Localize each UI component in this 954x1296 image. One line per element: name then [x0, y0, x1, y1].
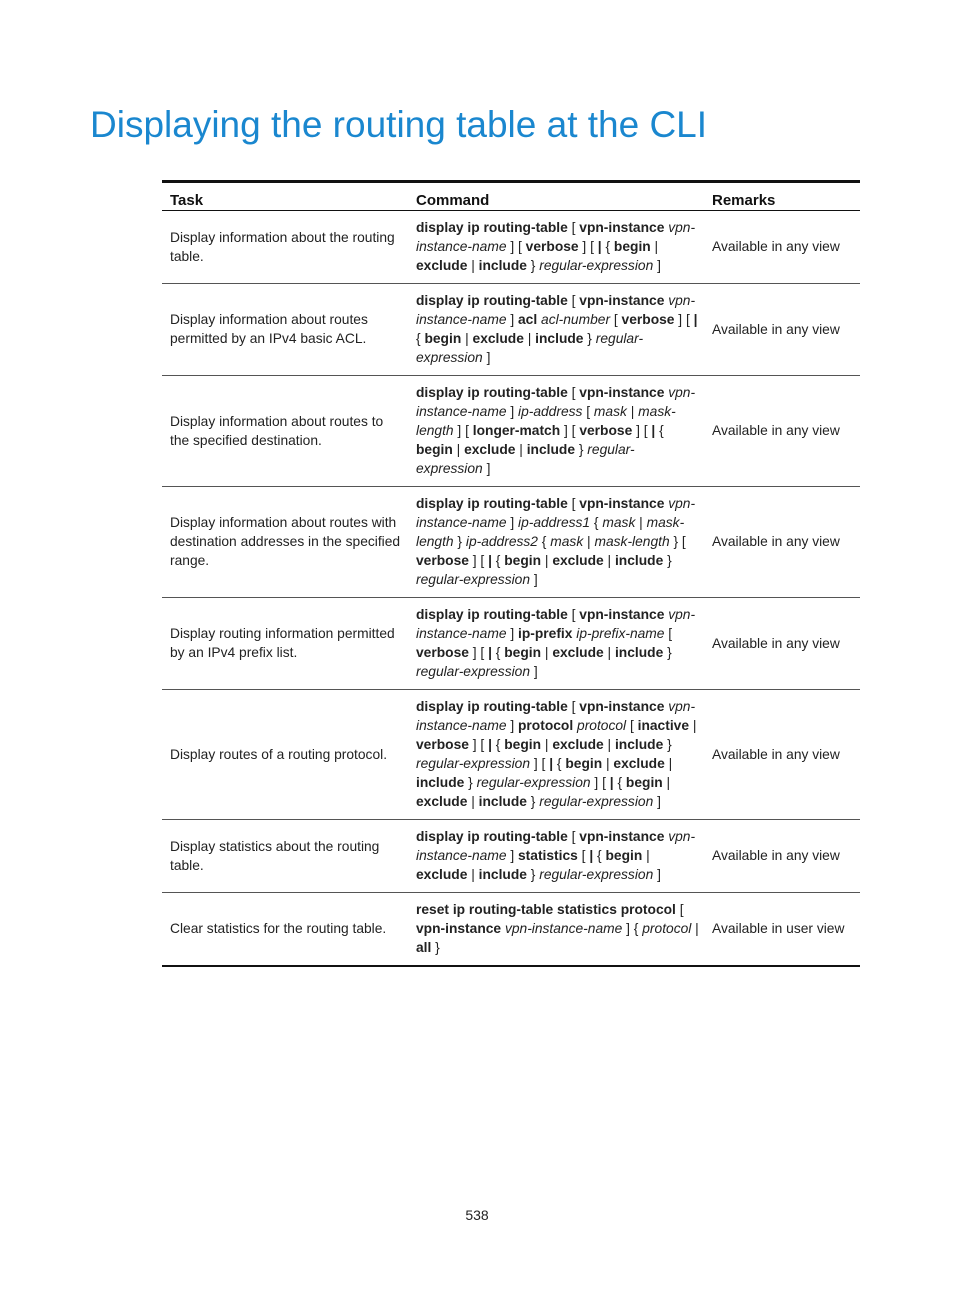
command-syntax: |	[602, 756, 614, 771]
command-keyword: exclude	[416, 258, 468, 273]
command-syntax: }	[663, 737, 672, 752]
command-argument: mask-length	[416, 404, 676, 438]
task-cell: Display routes of a routing protocol.	[162, 690, 408, 820]
command-syntax: |	[452, 442, 465, 457]
command-syntax: |	[603, 553, 615, 568]
command-syntax: }	[663, 645, 672, 660]
command-cell	[408, 211, 704, 284]
command-keyword: verbose	[579, 423, 633, 438]
command-keyword: display ip routing-table	[416, 496, 568, 511]
command-keyword: reset ip routing-table statistics protocol	[416, 902, 676, 917]
remarks-cell: Available in any view	[704, 487, 860, 598]
command-syntax: ]	[506, 626, 518, 641]
command-keyword: begin	[504, 553, 542, 568]
command-keyword: protocol	[518, 718, 574, 733]
command-keyword: verbose	[416, 737, 469, 752]
command-argument: vpn-instance-name	[416, 220, 696, 254]
command-syntax: ] {	[622, 921, 643, 936]
command-keyword: include	[478, 794, 527, 809]
command-keyword: |	[488, 553, 492, 568]
command-argument: ip-address	[518, 404, 583, 419]
command-keyword: begin	[504, 737, 542, 752]
command-syntax: ] [	[468, 553, 489, 568]
command-keyword: include	[416, 775, 465, 790]
command-argument: regular-expression	[539, 867, 654, 882]
command-cell	[408, 690, 704, 820]
command-keyword: vpn-instance	[579, 293, 665, 308]
command-syntax: |	[626, 404, 639, 419]
command-syntax: |	[603, 737, 615, 752]
command-keyword: |	[609, 775, 614, 790]
task-cell: Display information about the routing table.	[162, 211, 408, 284]
command-keyword: include	[478, 258, 527, 273]
command-keyword: begin	[565, 756, 603, 771]
command-keyword: ip-prefix	[518, 626, 573, 641]
command-syntax: ]	[530, 664, 538, 679]
command-argument: vpn-instance-name	[416, 385, 696, 419]
command-syntax: {	[491, 553, 505, 568]
remarks-cell: Available in any view	[704, 211, 860, 284]
command-cell	[408, 376, 704, 487]
command-argument: mask-length	[416, 515, 685, 549]
table-row	[162, 598, 860, 690]
command-syntax: {	[416, 331, 425, 346]
page-number: 538	[465, 1207, 489, 1223]
command-syntax: |	[662, 775, 671, 790]
command-syntax: [	[567, 829, 580, 844]
command-syntax: }	[526, 258, 540, 273]
remarks-cell: Available in any view	[704, 820, 860, 893]
command-syntax: |	[467, 258, 479, 273]
remarks-cell: Available in any view	[704, 284, 860, 376]
command-keyword: inactive	[637, 718, 690, 733]
command-syntax: {	[590, 515, 603, 530]
command-syntax: ] [	[468, 645, 489, 660]
command-argument: vpn-instance-name	[416, 293, 696, 327]
header-command: Command	[408, 182, 704, 211]
command-syntax: [	[582, 404, 594, 419]
command-syntax: [	[577, 848, 590, 863]
command-syntax: {	[601, 239, 614, 254]
command-keyword: |	[488, 645, 492, 660]
command-keyword: vpn-instance	[416, 921, 502, 936]
command-syntax: |	[467, 867, 479, 882]
command-keyword: vpn-instance	[579, 496, 665, 511]
command-keyword: display ip routing-table	[416, 220, 568, 235]
command-syntax: ]	[506, 848, 518, 863]
command-argument: mask	[593, 404, 627, 419]
command-keyword: exclude	[552, 737, 604, 752]
task-cell: Display information about routes with destination addresses in the specified range.	[162, 487, 408, 598]
command-cell	[408, 487, 704, 598]
command-argument: vpn-instance-name	[416, 829, 696, 863]
command-syntax: ] [	[560, 423, 580, 438]
task-cell: Display routing information permitted by an IPv4 prefix list.	[162, 598, 408, 690]
command-cell	[408, 893, 704, 967]
command-keyword: exclude	[552, 645, 604, 660]
command-syntax: }	[431, 940, 440, 955]
table-row	[162, 487, 860, 598]
table-row	[162, 376, 860, 487]
command-keyword: exclude	[613, 756, 665, 771]
table-row	[162, 690, 860, 820]
command-syntax: }	[526, 867, 540, 882]
command-syntax: [	[664, 626, 673, 641]
command-syntax: ]	[482, 461, 491, 476]
command-argument: protocol	[577, 718, 627, 733]
task-cell: Display statistics about the routing table.	[162, 820, 408, 893]
command-syntax: |	[583, 534, 595, 549]
command-keyword: vpn-instance	[579, 699, 665, 714]
remarks-cell: Available in any view	[704, 690, 860, 820]
command-syntax: ] [	[453, 423, 473, 438]
command-keyword: begin	[416, 442, 453, 457]
command-argument: regular-expression	[416, 664, 531, 679]
command-cell	[408, 820, 704, 893]
command-keyword: begin	[504, 645, 542, 660]
command-keyword: |	[693, 312, 698, 327]
header-task: Task	[162, 182, 408, 211]
command-keyword: vpn-instance	[579, 385, 665, 400]
command-table-container	[162, 180, 860, 967]
command-syntax: ]	[653, 258, 661, 273]
command-keyword: begin	[613, 239, 651, 254]
command-syntax: ] [	[590, 775, 610, 790]
task-cell: Display information about routes to the specified destination.	[162, 376, 408, 487]
command-keyword: vpn-instance	[579, 829, 665, 844]
command-cell	[408, 284, 704, 376]
command-syntax: |	[541, 737, 553, 752]
command-syntax: {	[491, 737, 505, 752]
command-syntax: ]	[506, 515, 518, 530]
command-syntax: [	[567, 293, 580, 308]
command-syntax: } [	[669, 534, 686, 549]
command-argument: ip-address2	[465, 534, 538, 549]
command-syntax: ]	[530, 572, 538, 587]
remarks-cell: Available in any view	[704, 376, 860, 487]
command-syntax: ]	[653, 867, 661, 882]
command-keyword: exclude	[416, 867, 468, 882]
command-argument: regular-expression	[416, 442, 635, 476]
command-syntax: {	[593, 848, 606, 863]
table-row	[162, 211, 860, 284]
command-syntax: |	[691, 921, 699, 936]
command-syntax: [	[567, 220, 580, 235]
command-argument: mask	[550, 534, 584, 549]
command-argument: vpn-instance-name	[504, 921, 623, 936]
command-keyword: |	[589, 848, 594, 863]
command-keyword: |	[597, 239, 602, 254]
command-syntax: ]	[482, 350, 491, 365]
command-syntax: |	[515, 442, 527, 457]
command-keyword: exclude	[416, 794, 468, 809]
command-argument: regular-expression	[416, 331, 644, 365]
command-keyword: vpn-instance	[579, 607, 665, 622]
command-keyword: verbose	[416, 645, 469, 660]
command-syntax: [	[567, 385, 580, 400]
task-cell: Clear statistics for the routing table.	[170, 921, 387, 936]
table-row	[162, 893, 860, 967]
command-syntax: }	[663, 553, 672, 568]
command-argument: mask	[602, 515, 636, 530]
table-header-row	[162, 182, 860, 211]
remarks-cell: Available in user view	[712, 921, 845, 936]
command-syntax: ]	[506, 404, 518, 419]
command-syntax: {	[491, 645, 505, 660]
command-syntax: ] [	[530, 756, 550, 771]
command-syntax: [	[567, 699, 580, 714]
command-argument: protocol	[642, 921, 692, 936]
command-syntax: |	[541, 553, 553, 568]
command-syntax: [	[626, 718, 638, 733]
command-syntax: {	[537, 534, 551, 549]
command-argument: acl-number	[541, 312, 611, 327]
command-keyword: statistics	[518, 848, 578, 863]
command-syntax: |	[689, 718, 697, 733]
command-keyword: verbose	[525, 239, 579, 254]
command-syntax: {	[613, 775, 626, 790]
table-body	[162, 211, 860, 967]
page-title: Displaying the routing table at the CLI	[90, 104, 708, 145]
header-remarks: Remarks	[704, 182, 860, 211]
command-keyword: all	[416, 940, 432, 955]
task-cell: Display information about routes permitted by an IPv4 basic ACL.	[162, 284, 408, 376]
command-syntax: ] [	[468, 737, 489, 752]
command-syntax: [	[675, 902, 684, 917]
command-argument: vpn-instance-name	[416, 699, 696, 733]
command-syntax: }	[464, 775, 477, 790]
command-keyword: exclude	[472, 331, 524, 346]
command-syntax: |	[635, 515, 647, 530]
command-syntax: ]	[653, 794, 661, 809]
command-syntax: [	[567, 607, 580, 622]
command-keyword: |	[651, 423, 656, 438]
command-keyword: include	[535, 331, 584, 346]
command-keyword: begin	[424, 331, 462, 346]
command-syntax: ] [	[578, 239, 598, 254]
command-keyword: verbose	[416, 553, 469, 568]
command-keyword: acl	[518, 312, 538, 327]
command-syntax: |	[541, 645, 553, 660]
command-cell	[408, 598, 704, 690]
command-argument: vpn-instance-name	[416, 607, 696, 641]
command-syntax: |	[461, 331, 473, 346]
command-syntax: |	[467, 794, 479, 809]
command-keyword: |	[549, 756, 554, 771]
command-keyword: begin	[605, 848, 643, 863]
command-keyword: vpn-instance	[579, 220, 665, 235]
command-syntax: ] [	[674, 312, 694, 327]
command-keyword: include	[614, 737, 664, 752]
command-syntax: |	[650, 239, 659, 254]
command-keyword: display ip routing-table	[416, 829, 568, 844]
command-argument: regular-expression	[476, 775, 591, 790]
command-syntax: }	[453, 534, 466, 549]
command-keyword: include	[614, 645, 664, 660]
command-argument: ip-prefix-name	[576, 626, 665, 641]
command-argument: mask-length	[594, 534, 670, 549]
command-argument: regular-expression	[539, 258, 654, 273]
command-syntax: ]	[506, 312, 518, 327]
command-syntax: ] [	[506, 239, 526, 254]
command-syntax: }	[575, 442, 588, 457]
command-keyword: display ip routing-table	[416, 607, 568, 622]
command-syntax: {	[553, 756, 566, 771]
command-argument: regular-expression	[416, 756, 531, 771]
command-keyword: |	[488, 737, 492, 752]
command-keyword: include	[478, 867, 527, 882]
command-syntax: |	[523, 331, 536, 346]
table-row	[162, 820, 860, 893]
command-keyword: display ip routing-table	[416, 385, 568, 400]
command-syntax: |	[603, 645, 615, 660]
command-keyword: exclude	[552, 553, 604, 568]
command-syntax: |	[664, 756, 673, 771]
command-keyword: verbose	[621, 312, 675, 327]
command-syntax: }	[526, 794, 540, 809]
command-syntax: [	[567, 496, 580, 511]
remarks-cell: Available in any view	[704, 598, 860, 690]
command-syntax: ]	[506, 718, 518, 733]
command-keyword: display ip routing-table	[416, 293, 568, 308]
command-keyword: display ip routing-table	[416, 699, 568, 714]
command-table	[162, 180, 860, 967]
command-keyword: include	[526, 442, 576, 457]
command-argument: regular-expression	[416, 572, 531, 587]
table-row	[162, 284, 860, 376]
command-syntax: }	[583, 331, 596, 346]
command-syntax: |	[642, 848, 650, 863]
command-syntax: [	[610, 312, 622, 327]
command-keyword: exclude	[464, 442, 516, 457]
command-argument: vpn-instance-name	[416, 496, 696, 530]
command-keyword: begin	[625, 775, 663, 790]
command-syntax: ] [	[632, 423, 652, 438]
command-keyword: longer-match	[472, 423, 561, 438]
command-syntax: {	[655, 423, 664, 438]
command-argument: ip-address1	[518, 515, 591, 530]
command-argument: regular-expression	[539, 794, 654, 809]
command-keyword: include	[614, 553, 664, 568]
